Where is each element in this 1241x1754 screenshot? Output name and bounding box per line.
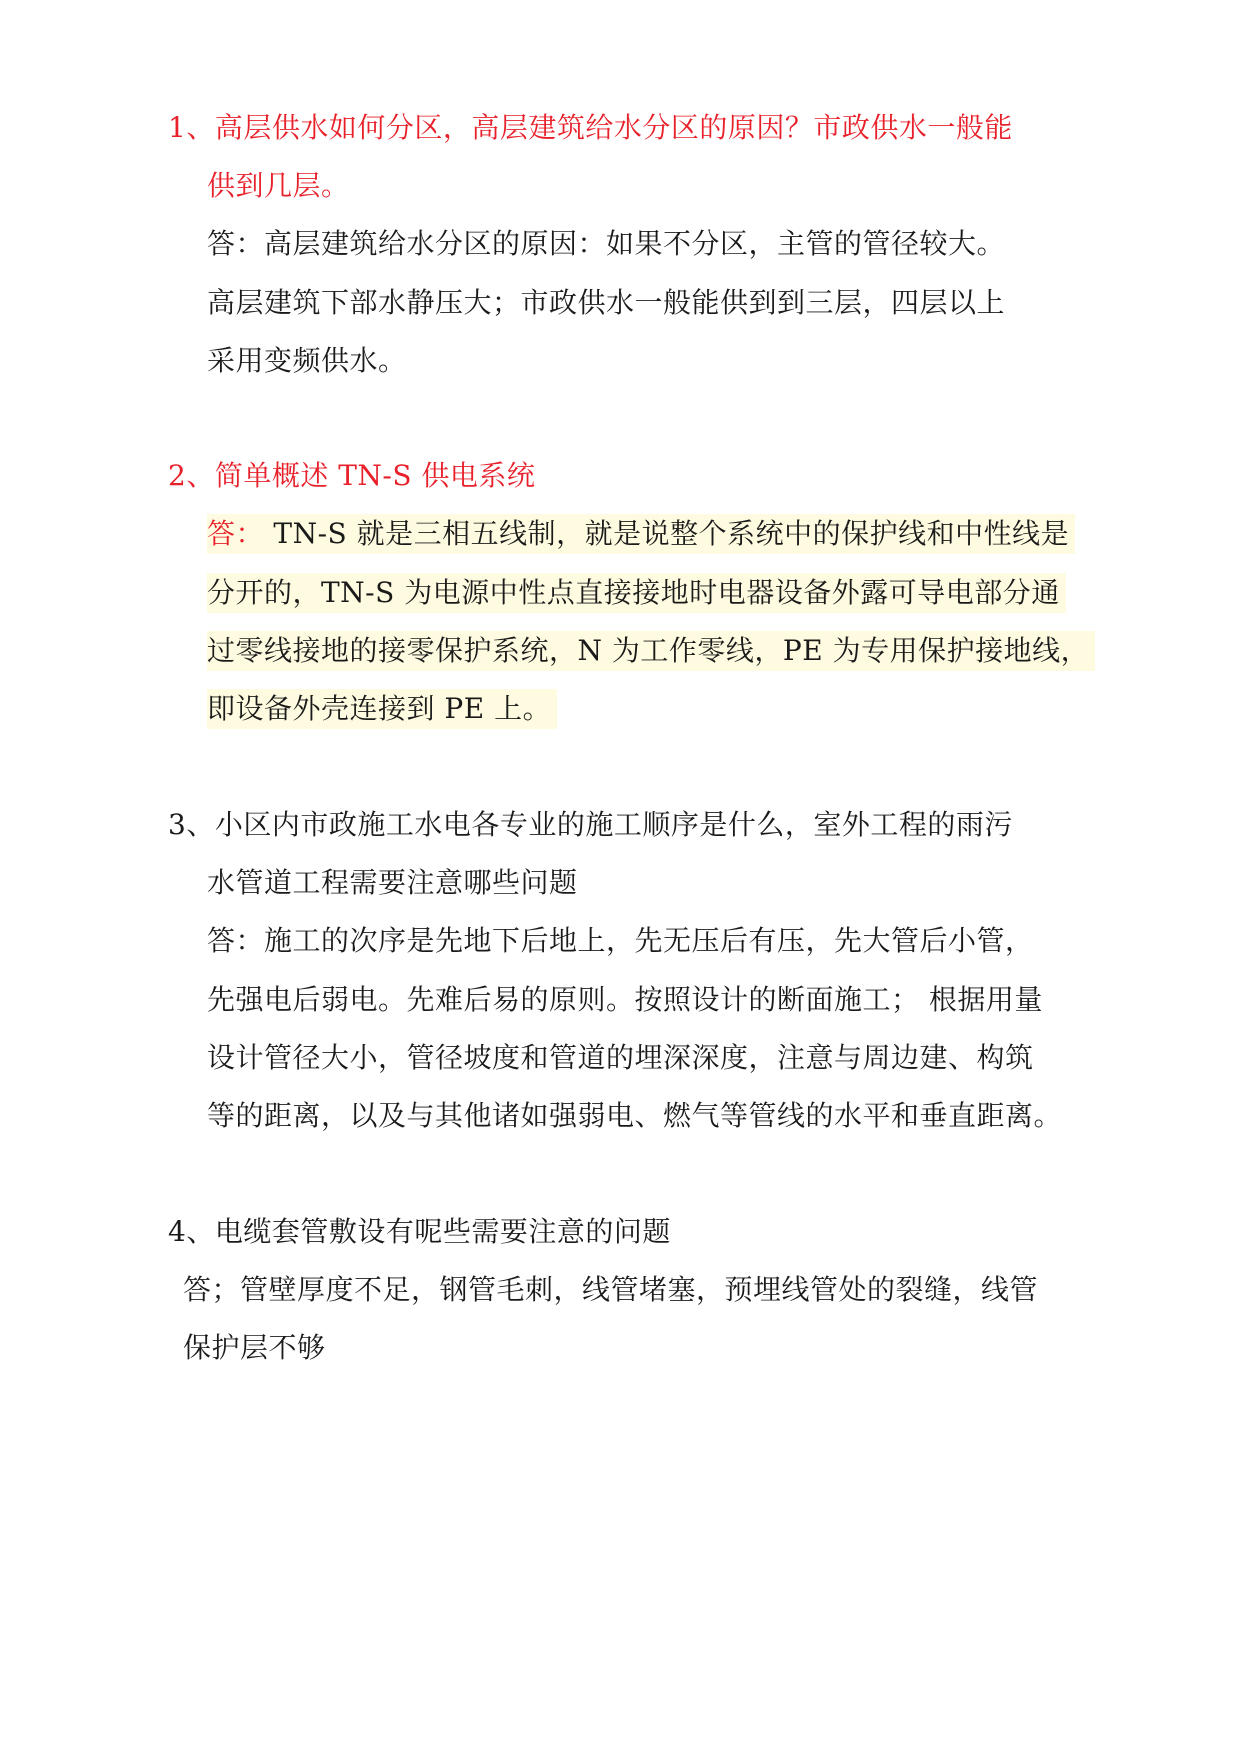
q1-answer-line-3: 采用变频供水。 bbox=[207, 344, 407, 377]
q3-question-line-2: 水管道工程需要注意哪些问题 bbox=[207, 866, 578, 899]
q3-answer-line-3: 设计管径大小，管径坡度和管道的埋深深度，注意与周边建、构筑 bbox=[207, 1041, 1034, 1074]
q2-answer-line-1-text: TN-S 就是三相五线制，就是说整个系统中的保护线和中性线是 bbox=[264, 517, 1070, 550]
q2-answer-line-1 bbox=[207, 514, 1075, 554]
q2-answer-prefix: 答： bbox=[207, 517, 265, 550]
q3-question-line-1: 3、小区内市政施工水电各专业的施工顺序是什么，室外工程的雨污 bbox=[168, 808, 1013, 841]
q2-answer-line-3: 过零线接地的接零保护系统，N 为工作零线，PE 为专用保护接地线， bbox=[207, 631, 1095, 671]
q1-question-line-1: 1、高层供水如何分区，高层建筑给水分区的原因？市政供水一般能 bbox=[168, 111, 1013, 144]
q2-answer-line-4: 即设备外壳连接到 PE 上。 bbox=[207, 689, 557, 729]
q3-answer-line-1: 答：施工的次序是先地下后地上，先无压后有压，先大管后小管， bbox=[207, 924, 1034, 957]
q1-answer-line-1: 答：高层建筑给水分区的原因：如果不分区，主管的管径较大。 bbox=[207, 227, 1006, 260]
q2-answer-line-2: 分开的，TN-S 为电源中性点直接接地时电器设备外露可导电部分通 bbox=[207, 573, 1066, 613]
q3-answer-line-2: 先强电后弱电。先难后易的原则。按照设计的断面施工； 根据用量 bbox=[207, 983, 1043, 1016]
q4-answer-line-1: 答；管壁厚度不足，钢管毛刺，线管堵塞，预埋线管处的裂缝，线管 bbox=[183, 1273, 1039, 1306]
q4-answer-line-2: 保护层不够 bbox=[183, 1331, 326, 1364]
q1-answer-line-2: 高层建筑下部水静压大；市政供水一般能供到到三层，四层以上 bbox=[207, 286, 1006, 319]
q1-question-line-2: 供到几层。 bbox=[207, 169, 350, 202]
q4-question-line-1: 4、电缆套管敷设有呢些需要注意的问题 bbox=[168, 1215, 671, 1248]
q2-question-line-1: 2、简单概述 TN-S 供电系统 bbox=[168, 459, 536, 492]
q3-answer-line-4: 等的距离，以及与其他诸如强弱电、燃气等管线的水平和垂直距离。 bbox=[207, 1099, 1063, 1132]
